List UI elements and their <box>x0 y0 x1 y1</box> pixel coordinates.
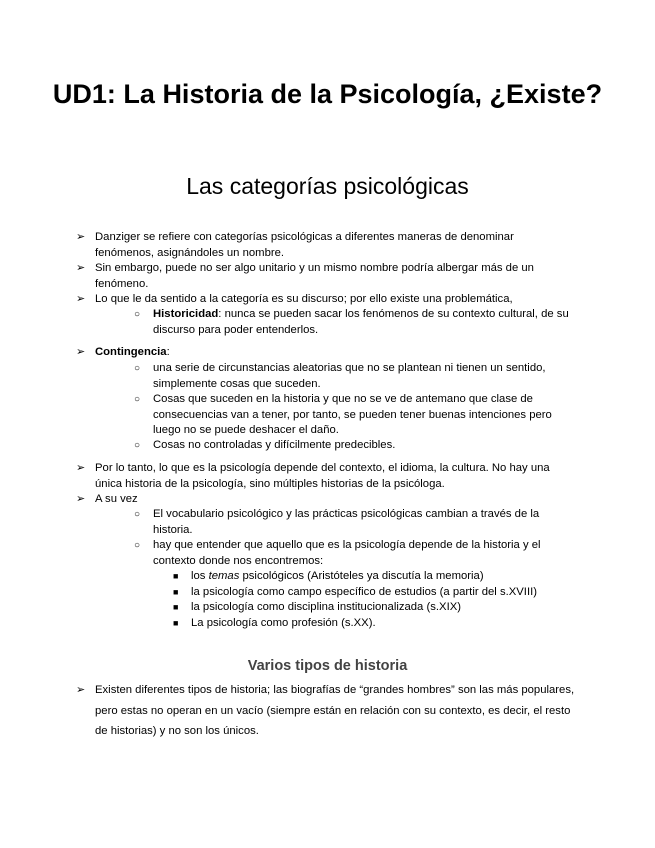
item-text: Por lo tanto, lo que es la psicología depende del contexto, el idioma, la cultura. No hay una única historia de la psicología, sino múltiples historias de la psicóloga. <box>95 462 550 490</box>
list-item <box>76 292 573 308</box>
list-subsubitem <box>173 569 573 585</box>
item-text: La psicología como profesión (s.XX). <box>191 617 376 629</box>
arrow-bullet-icon: ➢ <box>76 231 86 243</box>
arrow-bullet-icon: ➢ <box>76 684 86 696</box>
item-text: Lo que le da sentido a la categoría es su discurso; por ello existe una problemática, <box>95 293 513 305</box>
list-subitem <box>134 307 573 338</box>
item-text: la psicología como disciplina institucionalizada (s.XIX) <box>191 601 462 613</box>
item-text: Existen diferentes tipos de historia; las biografías de “grandes hombres” son las más populares, pero estas no operan en un vacío (siempre están en relación con su contexto, es decir, el resto de historias) y no son los únicos. <box>95 684 575 737</box>
circle-bullet-icon: ○ <box>134 540 141 551</box>
list-subitem <box>134 507 573 538</box>
page-title: UD1: La Historia de la Psicología, ¿Existe? <box>52 79 603 109</box>
item-text: Sin embargo, puede no ser algo unitario y un mismo nombre podría albergar más de un fenómeno. <box>95 262 534 290</box>
list-subsubitem <box>173 585 573 601</box>
item-text: Cosas que suceden en la historia y que no se ve de antemano que clase de consecuencias van a tener, por tanto, se pueden tener buenas intenciones pero luego no se puede deshacer el daño. <box>153 393 552 437</box>
section-heading: Varios tipos de historia <box>247 658 408 674</box>
square-bullet-icon: ■ <box>173 587 179 597</box>
list-subitem <box>134 361 573 392</box>
arrow-bullet-icon: ➢ <box>76 493 86 505</box>
term-label: Contingencia <box>95 346 167 358</box>
square-bullet-icon: ■ <box>173 618 179 628</box>
list-item <box>76 492 573 508</box>
item-text: : nunca se pueden sacar los fenómenos de su contexto cultural, de su discurso para poder entenderlos. <box>153 308 569 336</box>
item-text: hay que entender que aquello que es la psicología depende de la historia y el contexto donde nos encontremos: <box>153 539 541 567</box>
list-subsubitem <box>173 600 573 616</box>
list-item <box>76 345 573 361</box>
circle-bullet-icon: ○ <box>134 394 141 405</box>
list-item <box>76 461 573 492</box>
arrow-bullet-icon: ➢ <box>76 462 86 474</box>
page-subtitle: Las categorías psicológicas <box>186 173 469 199</box>
item-text: El vocabulario psicológico y las prácticas psicológicas cambian a través de la historia. <box>153 508 540 536</box>
item-text: : <box>166 346 170 358</box>
square-bullet-icon: ■ <box>173 571 179 581</box>
list-subitem <box>134 538 573 569</box>
item-text: la psicología como campo específico de estudios (a partir del s.XVIII) <box>191 586 537 598</box>
circle-bullet-icon: ○ <box>134 440 141 451</box>
circle-bullet-icon: ○ <box>134 363 141 374</box>
arrow-bullet-icon: ➢ <box>76 346 86 358</box>
circle-bullet-icon: ○ <box>134 309 141 320</box>
list-item <box>76 261 573 292</box>
arrow-bullet-icon: ➢ <box>76 293 86 305</box>
circle-bullet-icon: ○ <box>134 509 141 520</box>
emphasis-text: temas <box>208 570 240 582</box>
list-subsubitem <box>173 616 573 632</box>
term-label: Historicidad <box>153 308 219 320</box>
item-text: A su vez <box>95 493 138 505</box>
list-item <box>76 680 585 742</box>
arrow-bullet-icon: ➢ <box>76 262 86 274</box>
list-subitem <box>134 392 573 439</box>
list-item <box>76 230 573 261</box>
list-subitem <box>134 438 573 454</box>
item-text: una serie de circunstancias aleatorias que no se plantean ni tienen un sentido, simplemente cosas que suceden. <box>153 362 546 390</box>
item-text: los <box>191 570 209 582</box>
item-text: psicológicos (Aristóteles ya discutía la memoria) <box>239 570 484 582</box>
item-text: Cosas no controladas y difícilmente predecibles. <box>153 439 396 451</box>
square-bullet-icon: ■ <box>173 602 179 612</box>
item-text: Danziger se refiere con categorías psicológicas a diferentes maneras de denominar fenómenos, asignándoles un nombre. <box>95 231 514 259</box>
